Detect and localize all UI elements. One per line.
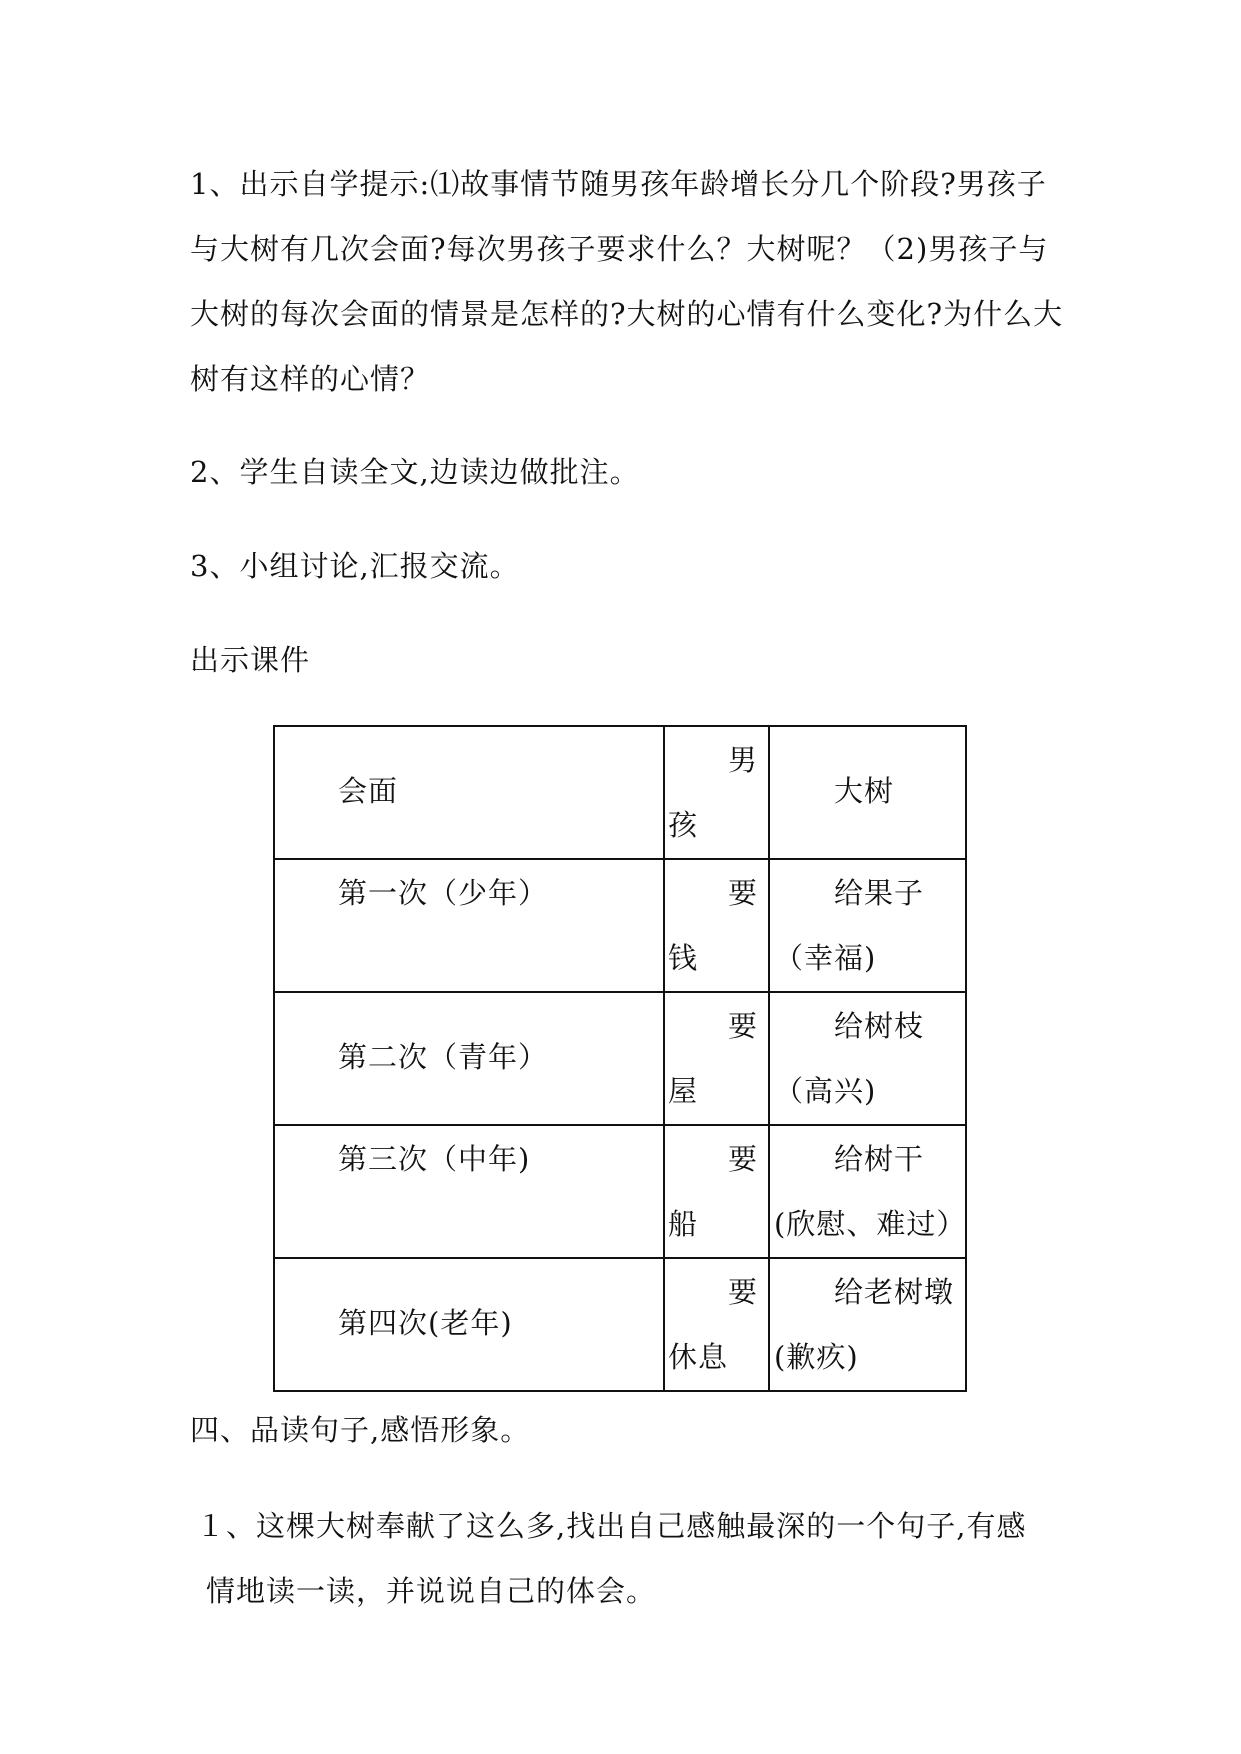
table-row bbox=[274, 1258, 966, 1391]
group-discussion-paragraph: 3、小组讨论,汇报交流。 bbox=[190, 549, 520, 583]
self-reading-paragraph: 2、学生自读全文,边读边做批注。 bbox=[190, 455, 640, 489]
meeting-text: 第三次（中年) bbox=[338, 1142, 531, 1176]
section-four-heading: 四、品读句子,感悟形象。 bbox=[190, 1413, 531, 1447]
meeting-text: 第二次（青年） bbox=[338, 1040, 549, 1074]
header-meeting-cell bbox=[274, 726, 664, 859]
tree-feeling: (歉疚) bbox=[774, 1340, 859, 1374]
reading-task-line-1: １、这棵大树奉献了这么多,找出自己感触最深的一个句子,有感 bbox=[196, 1509, 1027, 1543]
meeting-cell bbox=[274, 992, 664, 1125]
meeting-text: 第一次（少年） bbox=[338, 876, 549, 910]
reading-task-line-2: 情地读一读，并说说自己的体会。 bbox=[206, 1574, 657, 1608]
boy-request-top: 要 bbox=[727, 1275, 758, 1309]
boy-request-bottom: 钱 bbox=[668, 941, 699, 975]
header-boy-cell bbox=[664, 726, 769, 859]
header-meeting-text: 会面 bbox=[338, 774, 399, 808]
tree-gift: 给树干 bbox=[834, 1142, 925, 1176]
boy-cell bbox=[664, 992, 769, 1125]
meeting-cell bbox=[274, 1258, 664, 1391]
tree-gift: 给老树墩 bbox=[834, 1275, 955, 1309]
boy-cell bbox=[664, 1125, 769, 1258]
self-study-prompt-paragraph: 1、出示自学提示:⑴故事情节随男孩年龄增长分几个阶段?男孩子与大树有几次会面?每次男孩子要求什么？大树呢？（2)男孩子与大树的每次会面的情景是怎样的?大树的心情有什么变化?为什么大树有这样的心情？ bbox=[190, 167, 1064, 396]
header-tree-text: 大树 bbox=[834, 774, 895, 808]
table-header-row bbox=[274, 726, 966, 859]
boy-request-bottom: 休息 bbox=[668, 1340, 729, 1374]
tree-feeling: （幸福) bbox=[774, 941, 877, 975]
header-tree-cell bbox=[769, 726, 966, 859]
meeting-cell bbox=[274, 859, 664, 992]
tree-gift: 给果子 bbox=[834, 876, 925, 910]
table-row bbox=[274, 1125, 966, 1258]
tree-cell bbox=[769, 859, 966, 992]
tree-cell bbox=[769, 992, 966, 1125]
tree-cell bbox=[769, 1125, 966, 1258]
boy-request-top: 要 bbox=[727, 1142, 758, 1176]
table-row bbox=[274, 859, 966, 992]
header-boy-top: 男 bbox=[727, 743, 758, 777]
boy-request-top: 要 bbox=[727, 1009, 758, 1043]
boy-request-bottom: 屋 bbox=[668, 1074, 699, 1108]
reading-task-paragraph bbox=[196, 1494, 1076, 1624]
boy-request-top: 要 bbox=[727, 876, 758, 910]
meeting-cell bbox=[274, 1125, 664, 1258]
meetings-table bbox=[273, 725, 967, 1392]
boy-cell bbox=[664, 1258, 769, 1391]
header-boy-bottom: 孩 bbox=[668, 808, 699, 842]
tree-cell bbox=[769, 1258, 966, 1391]
boy-cell bbox=[664, 859, 769, 992]
table-row bbox=[274, 992, 966, 1125]
tree-feeling: （高兴) bbox=[774, 1074, 877, 1108]
tree-feeling: (欣慰、难过） bbox=[774, 1207, 967, 1241]
boy-request-bottom: 船 bbox=[668, 1207, 699, 1241]
courseware-label: 出示课件 bbox=[190, 643, 311, 677]
meeting-text: 第四次(老年) bbox=[338, 1306, 513, 1340]
tree-gift: 给树枝 bbox=[834, 1009, 925, 1043]
